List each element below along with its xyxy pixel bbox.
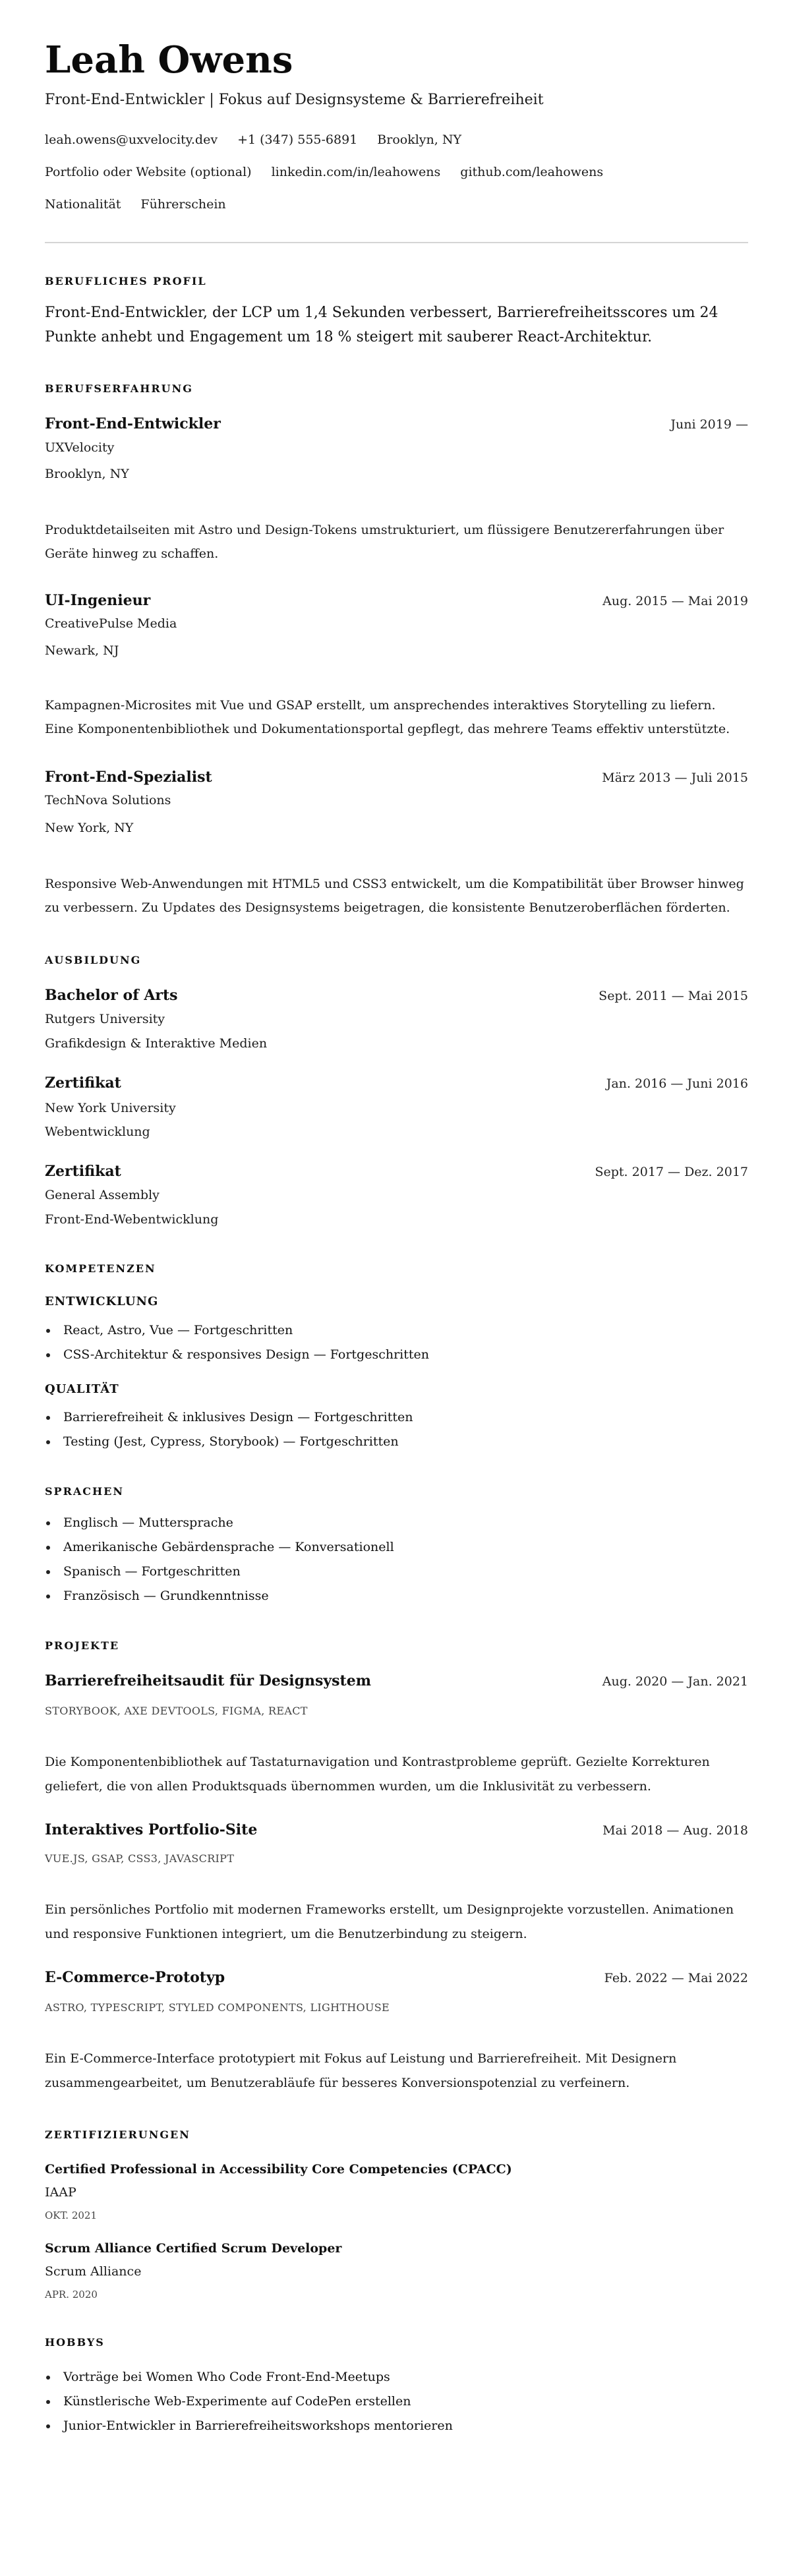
skill-item: CSS-Architektur & responsives Design — Fortgeschritten: [63, 1343, 748, 1367]
project-description: Die Komponentenbibliothek auf Tastaturnavigation und Kontrastprobleme geprüft. Gezielte Korrekturen geliefert, die von allen Produktsquads übernommen wurden, um die Inklusivität zu verbessern.: [45, 1755, 710, 1794]
language-item: Spanisch — Fortgeschritten: [63, 1560, 748, 1584]
school-name: New York University: [45, 1101, 176, 1115]
school-name: General Assembly: [45, 1188, 160, 1202]
profile-summary: Front-End-Entwickler, der LCP um 1,4 Sekunden verbessert, Barrierefreiheitsscores um 24 Punkte anhebt und Engagement um 18 % steigert mit sauberer React-Architektur.: [45, 305, 718, 345]
hobby-item: Junior-Entwickler in Barrierefreiheitsworkshops mentorieren: [63, 2414, 748, 2438]
email-link[interactable]: leah.owens@uxvelocity.dev: [45, 132, 218, 147]
education-entry: [45, 985, 748, 1053]
section-heading: HOBBYS: [45, 2336, 105, 2349]
languages-section: [45, 1485, 748, 1608]
section-heading: SPRACHEN: [45, 1485, 124, 1498]
drivers-license: Führerschein: [140, 197, 226, 212]
education-entry: [45, 1161, 748, 1229]
certification-issuer: IAAP: [45, 2185, 76, 2200]
language-list: [45, 1511, 748, 1608]
skill-item: Testing (Jest, Cypress, Storybook) — Fortgeschritten: [63, 1430, 748, 1454]
education-section: [45, 954, 748, 1229]
project-tech: ASTRO, TYPESCRIPT, STYLED COMPONENTS, LIGHTHOUSE: [45, 2001, 390, 2014]
job-title: UI-Ingenieur: [45, 592, 151, 609]
job-company: UXVelocity: [45, 440, 115, 455]
job-title: Front-End-Entwickler: [45, 415, 221, 432]
job-date: Aug. 2015 — Mai 2019: [602, 594, 748, 608]
job-company: CreativePulse Media: [45, 616, 177, 631]
job-title: Front-End-Spezialist: [45, 769, 212, 786]
job-location: Newark, NJ: [45, 643, 119, 658]
language-item: Französisch — Grundkenntnisse: [63, 1584, 748, 1608]
degree-title: Zertifikat: [45, 1074, 121, 1092]
job-location: Brooklyn, NY: [45, 467, 129, 481]
education-date: Sept. 2011 — Mai 2015: [599, 989, 748, 1003]
project-entry: [45, 1820, 748, 1947]
profile-section: [45, 275, 748, 349]
job-date: Juni 2019 —: [670, 417, 748, 432]
field-of-study: Grafikdesign & Interaktive Medien: [45, 1036, 268, 1051]
nationality: Nationalität: [45, 197, 121, 212]
certification-title: Scrum Alliance Certified Scrum Developer: [45, 2241, 342, 2256]
hobbies-section: [45, 2336, 748, 2438]
job-entry: [45, 414, 748, 566]
project-title: Interaktives Portfolio-Site: [45, 1821, 258, 1838]
location: Brooklyn, NY: [377, 132, 462, 147]
degree-title: Zertifikat: [45, 1163, 121, 1180]
header-divider: [45, 242, 748, 243]
project-tech: VUE.JS, GSAP, CSS3, JAVASCRIPT: [45, 1852, 235, 1865]
github-link[interactable]: github.com/leahowens: [460, 165, 604, 179]
section-heading: BERUFLICHES PROFIL: [45, 275, 207, 287]
job-description: Kampagnen-Microsites mit Vue und GSAP erstellt, um ansprechendes interaktives Storytelling zu liefern. Eine Komponentenbibliothek und Dokumentationsportal gepflegt, das mehrere Teams effektiv unterstützte.: [45, 698, 730, 736]
project-entry: [45, 1968, 748, 2095]
job-description: Produktdetailseiten mit Astro und Design-Tokens umstrukturiert, um flüssigere Benutzererfahrungen über Geräte hinweg zu schaffen.: [45, 523, 724, 561]
project-date: Aug. 2020 — Jan. 2021: [602, 1674, 748, 1689]
education-date: Sept. 2017 — Dez. 2017: [595, 1165, 748, 1179]
project-title: E-Commerce-Prototyp: [45, 1969, 225, 1986]
section-heading: KOMPETENZEN: [45, 1262, 156, 1275]
linkedin-link[interactable]: linkedin.com/in/leahowens: [271, 165, 441, 179]
skill-list: [45, 1405, 748, 1454]
degree-title: Bachelor of Arts: [45, 987, 178, 1004]
skill-group-heading: QUALITÄT: [45, 1382, 119, 1396]
experience-section: [45, 382, 748, 920]
job-date: März 2013 — Juli 2015: [602, 771, 748, 785]
links-row: [45, 162, 748, 182]
personal-row: [45, 194, 748, 214]
section-heading: AUSBILDUNG: [45, 954, 142, 966]
project-tech: STORYBOOK, AXE DEVTOOLS, FIGMA, REACT: [45, 1705, 308, 1717]
education-date: Jan. 2016 — Juni 2016: [606, 1076, 748, 1091]
education-entry: [45, 1073, 748, 1142]
hobby-item: Vorträge bei Women Who Code Front-End-Meetups: [63, 2365, 748, 2389]
job-entry: [45, 591, 748, 741]
language-item: Englisch — Muttersprache: [63, 1511, 748, 1535]
certification-issuer: Scrum Alliance: [45, 2264, 142, 2279]
hobby-list: [45, 2365, 748, 2438]
field-of-study: Front-End-Webentwicklung: [45, 1212, 219, 1227]
project-description: Ein persönliches Portfolio mit modernen Frameworks erstellt, um Designprojekte vorzustellen. Animationen und responsive Funktionen integriert, um die Benutzerbindung zu steigern.: [45, 1902, 734, 1941]
phone: +1 (347) 555-6891: [237, 132, 358, 147]
candidate-name: Leah Owens: [45, 38, 293, 82]
headline: Front-End-Entwickler | Fokus auf Designsysteme & Barrierefreiheit: [45, 92, 544, 108]
section-heading: PROJEKTE: [45, 1639, 120, 1652]
project-date: Feb. 2022 — Mai 2022: [604, 1971, 748, 1985]
certification-entry: [45, 2240, 748, 2302]
section-heading: BERUFSERFAHRUNG: [45, 382, 193, 395]
certifications-section: [45, 2128, 748, 2302]
certification-date: OKT. 2021: [45, 2210, 98, 2221]
job-entry: [45, 767, 748, 920]
skill-item: React, Astro, Vue — Fortgeschritten: [63, 1318, 748, 1343]
project-description: Ein E-Commerce-Interface prototypiert mit Fokus auf Leistung und Barrierefreiheit. Mit Designern zusammengearbeitet, um Benutzerabläufe für besseres Konversionspotenzial zu verfeinern.: [45, 2051, 677, 2090]
certification-title: Certified Professional in Accessibility Core Competencies (CPACC): [45, 2162, 512, 2177]
job-company: TechNova Solutions: [45, 793, 171, 807]
project-date: Mai 2018 — Aug. 2018: [602, 1823, 748, 1838]
job-description: Responsive Web-Anwendungen mit HTML5 und CSS3 entwickelt, um die Kompatibilität über Browser hinweg zu verbessern. Zu Updates des Designsystems beigetragen, die konsistente Benutzeroberflächen förderten.: [45, 877, 744, 915]
language-item: Amerikanische Gebärdensprache — Konversationell: [63, 1535, 748, 1560]
job-location: New York, NY: [45, 821, 134, 835]
projects-section: [45, 1639, 748, 2095]
resume-header: [45, 38, 748, 243]
field-of-study: Webentwicklung: [45, 1125, 150, 1139]
contact-row: [45, 130, 748, 150]
school-name: Rutgers University: [45, 1012, 165, 1026]
skill-list: [45, 1318, 748, 1367]
project-entry: [45, 1671, 748, 1799]
portfolio-link[interactable]: Portfolio oder Website (optional): [45, 165, 252, 179]
certification-date: APR. 2020: [45, 2289, 98, 2300]
section-heading: ZERTIFIZIERUNGEN: [45, 2128, 190, 2141]
skill-item: Barrierefreiheit & inklusives Design — Fortgeschritten: [63, 1405, 748, 1430]
skills-section: [45, 1262, 748, 1454]
skill-group-heading: ENTWICKLUNG: [45, 1295, 159, 1308]
certification-entry: [45, 2161, 748, 2223]
project-title: Barrierefreiheitsaudit für Designsystem: [45, 1672, 371, 1689]
hobby-item: Künstlerische Web-Experimente auf CodePen erstellen: [63, 2389, 748, 2414]
